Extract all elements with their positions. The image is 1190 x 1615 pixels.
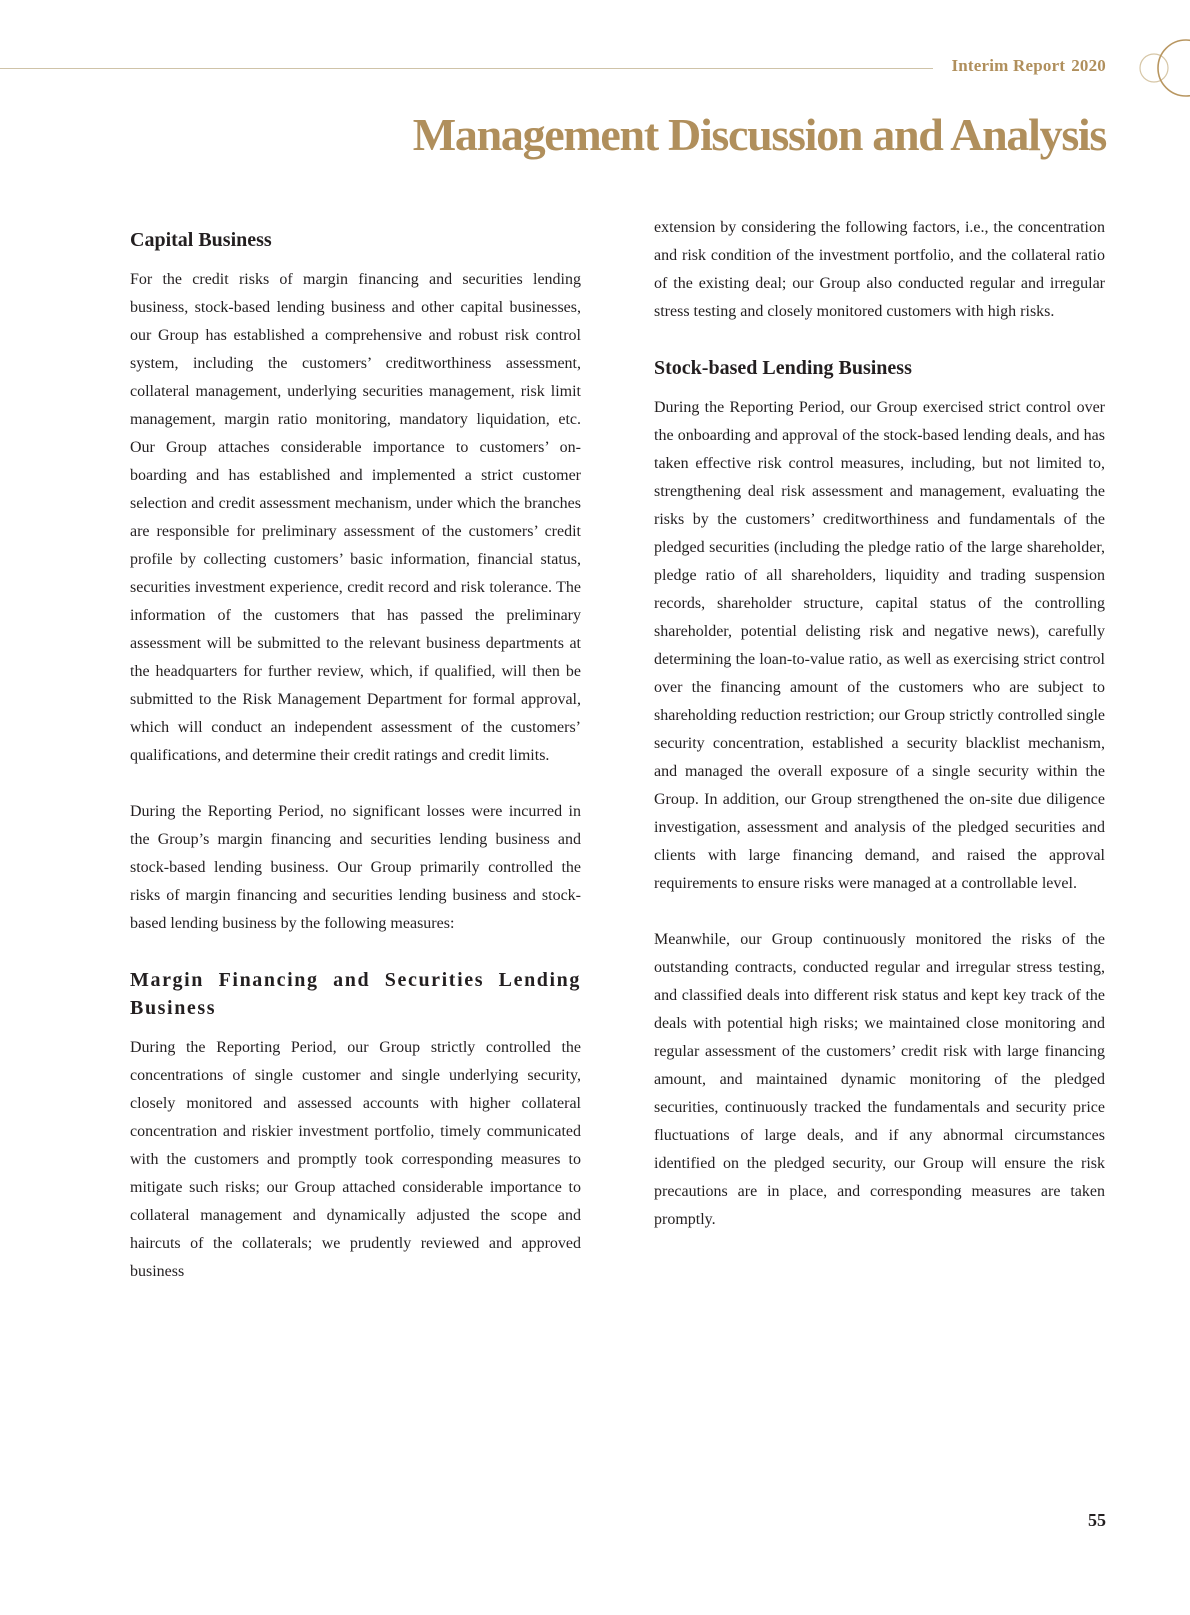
paragraph: For the credit risks of margin financing and securities lending business, stock-based lending business and other capital businesses, our Group has established a comprehensive and robust risk control system, including the customers’ creditworthiness assessment, collateral management, underlying securities management, risk limit management, margin ratio monitoring, mandatory liquidation, etc. Our Group attaches considerable importance to customers’ on-boarding and has established and implemented a strict customer selection and credit assessment mechanism, under which the branches are responsible for preliminary assessment of the customers’ credit profile by collecting customers’ basic information, financial status, securities investment experience, credit record and risk tolerance. The information of the customers that has passed the preliminary assessment will be submitted to the relevant business departments at the headquarters for further review, which, if qualified, will then be submitted to the Risk Management Department for formal approval, which will conduct an independent assessment of the customers’ qualifications, and determine their credit ratings and credit limits. (130, 271, 581, 764)
left-column (130, 222, 581, 1314)
small-circle-mark (1140, 54, 1168, 82)
section-heading-stock-based-lending: Stock-based Lending Business (654, 357, 912, 379)
page-title: Management Discussion and Analysis (412, 109, 1106, 160)
paragraph: Meanwhile, our Group continuously monitored the risks of the outstanding contracts, conducted regular and irregular stress testing, and classified deals into different risk status and kept key track of the deals with potential high risks; we maintained close monitoring and regular assessment of the customers’ credit risk with large financing amount, and maintained dynamic monitoring of the pledged securities, continuously tracked the fundamentals and security price fluctuations of large deals, and if any abnormal circumstances identified on the pledged security, our Group will ensure the risk precautions are in place, and corresponding measures are taken promptly. (654, 931, 1105, 1228)
double-circle-ornament-icon (1138, 38, 1190, 102)
paragraph: During the Reporting Period, our Group exercised strict control over the onboarding and approval of the stock-based lending deals, and has taken effective risk control measures, including, but not limited to, strengthening deal risk assessment and management, evaluating the risks by the customers’ creditworthiness and fundamentals of the pledged securities (including the pledge ratio of the large shareholder, pledge ratio of all shareholders, liquidity and trading suspension records, shareholder structure, capital status of the controlling shareholder, potential delisting risk and negative news), carefully determining the loan-to-value ratio, as well as exercising strict control over the financing amount of the customers who are subject to shareholding reduction restriction; our Group strictly controlled single security concentration, established a security blacklist mechanism, and managed the overall exposure of a single security within the Group. In addition, our Group strengthened the on-site due diligence investigation, assessment and analysis of the pledged securities and clients with large financing demand, and raised the approval requirements to ensure risks were managed at a controllable level. (654, 399, 1105, 892)
report-header (951, 56, 1106, 76)
section-heading-margin-financing: Margin Financing and Securities Lending Business (130, 969, 581, 1019)
section-heading-capital-business: Capital Business (130, 229, 272, 251)
paragraph-continued: extension by considering the following factors, i.e., the concentration and risk condition of the investment portfolio, and the collateral ratio of the existing deal; our Group also conducted regular and irregular stress testing and closely monitored customers with high risks. (654, 219, 1105, 320)
right-column (654, 219, 1105, 1262)
report-label: Interim Report (951, 56, 1066, 75)
paragraph: During the Reporting Period, our Group strictly controlled the concentrations of single customer and single underlying security, closely monitored and assessed accounts with higher collateral concentration and riskier investment portfolio, timely communicated with the customers and promptly took corresponding measures to mitigate such risks; our Group attached considerable importance to collateral management and dynamically adjusted the scope and haircuts of the collaterals; we prudently reviewed and approved business (130, 1039, 581, 1280)
header-rule (0, 68, 933, 69)
large-circle-mark (1158, 40, 1190, 96)
paragraph: During the Reporting Period, no significant losses were incurred in the Group’s margin financing and securities lending business and stock-based lending business. Our Group primarily controlled the risks of margin financing and securities lending business and stock-based lending business by the following measures: (130, 803, 581, 932)
report-year: 2020 (1071, 56, 1106, 75)
page-number: 55 (1088, 1510, 1106, 1530)
